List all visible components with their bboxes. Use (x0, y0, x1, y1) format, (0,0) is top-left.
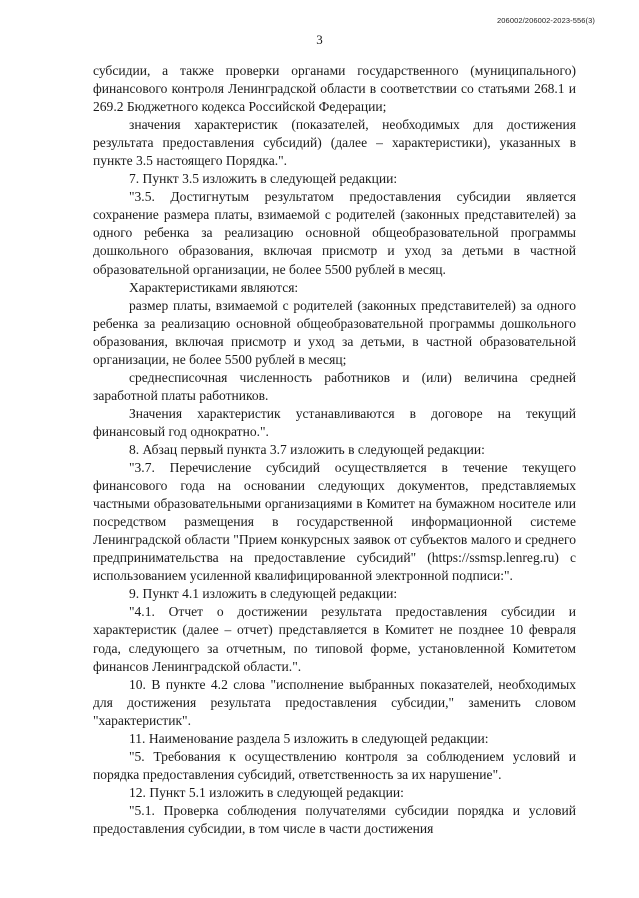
paragraph: 11. Наименование раздела 5 изложить в следующей редакции: (129, 730, 489, 746)
paragraph: "4.1. Отчет о достижении результата предоставления субсидии и характеристик (далее – отчет) представляется в Комитет не позднее 10 февраля года, следующего за отчетным, по типовой форме, установленной Комитетом финансов Ленинградской области.". (93, 604, 576, 674)
paragraph: Характеристиками являются: (129, 279, 299, 295)
document-body (93, 62, 576, 838)
paragraph: "5. Требования к осуществлению контроля за соблюдением условий и порядка предоставления субсидий, ответственность за их нарушение". (93, 748, 576, 782)
paragraph: 10. В пункте 4.2 слова "исполнение выбранных показателей, необходимых для достижения результата предоставления субсидии," заменить словом "характеристик". (93, 676, 576, 728)
paragraph: 9. Пункт 4.1 изложить в следующей редакции: (129, 586, 398, 602)
paragraph: 12. Пункт 5.1 изложить в следующей редакции: (129, 784, 404, 800)
paragraph: значения характеристик (показателей, необходимых для достижения результата предоставления субсидий) (далее – характеристики), указанных в пункте 3.5 настоящего Порядка.". (93, 117, 576, 169)
paragraph: среднесписочная численность работников и (или) величина средней заработной платы работников. (93, 369, 576, 403)
paragraph: 8. Абзац первый пункта 3.7 изложить в следующей редакции: (129, 441, 485, 457)
paragraph: 7. Пункт 3.5 изложить в следующей редакции: (129, 171, 398, 187)
paragraph: размер платы, взимаемой с родителей (законных представителей) за одного ребенка за реализацию основной общеобразовательной программы дошкольного образования, включая присмотр и уход за детьми, в частной образовательной организации, не более 5500 рублей в месяц; (93, 297, 576, 367)
paragraph: Значения характеристик устанавливаются в договоре на текущий финансовый год однократно.". (93, 405, 576, 439)
paragraph: "5.1. Проверка соблюдения получателями субсидии порядка и условий предоставления субсидии, в том числе в части достижения (93, 802, 576, 836)
paragraph: "3.5. Достигнутым результатом предоставления субсидии является сохранение размера платы, взимаемой с родителей (законных представителей) за одного ребенка за реализацию основной общеобразовательной программы дошкольного образования, включая присмотр и уход за детьми в частной образовательной организации, не более 5500 рублей в месяц. (93, 189, 576, 277)
document-number: 206002/206002-2023-556(3) (497, 16, 595, 25)
paragraph: субсидии, а также проверки органами государственного (муниципального) финансового контроля Ленинградской области в соответствии со статьями 268.1 и 269.2 Бюджетного кодекса Российской Федерации; (93, 63, 576, 115)
page-number: 3 (316, 32, 323, 47)
paragraph: "3.7. Перечисление субсидий осуществляется в течение текущего финансового года на основании следующих документов, представляемых частными образовательными организациями в Комитет на бумажном носителе или посредством размещения в государственной информационной системе Ленинградской области "Прием конкурсных заявок от субъектов малого и среднего предпринимательства на предоставление субсидий" (https://ssmsp.lenreg.ru) с использованием усиленной квалифицированной электронной подписи:". (93, 460, 576, 584)
